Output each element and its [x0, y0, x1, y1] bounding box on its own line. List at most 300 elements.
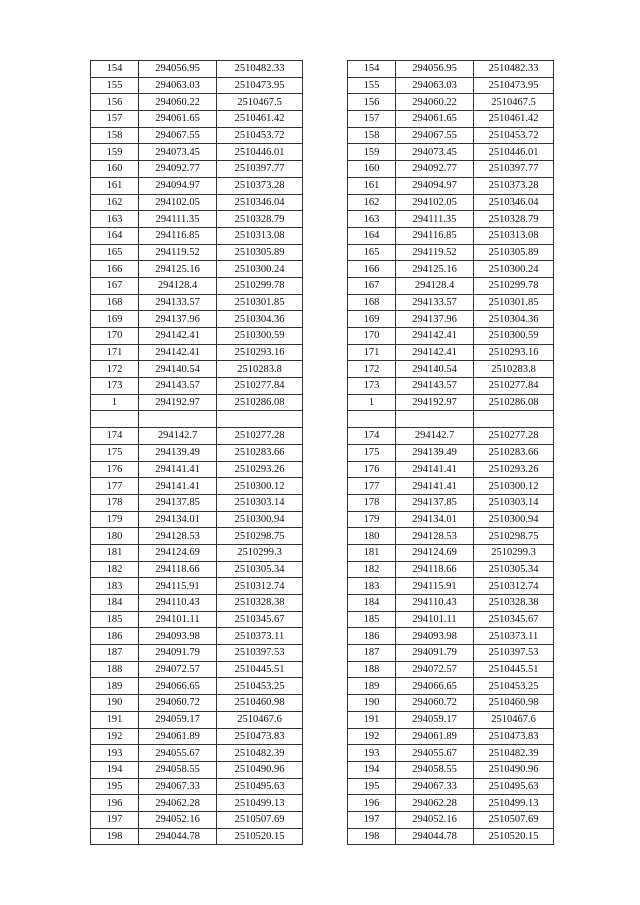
y-coordinate-cell: 2510293.16	[474, 344, 554, 361]
y-coordinate-cell	[217, 411, 303, 428]
y-coordinate-cell: 2510300.94	[474, 511, 554, 528]
x-coordinate-cell: 294102.05	[139, 194, 217, 211]
point-id-cell: 175	[91, 444, 139, 461]
table-row	[91, 695, 303, 712]
x-coordinate-cell: 294128.4	[139, 277, 217, 294]
point-id-cell	[348, 411, 396, 428]
table-row	[91, 77, 303, 94]
table-row	[348, 561, 554, 578]
x-coordinate-cell: 294119.52	[139, 244, 217, 261]
y-coordinate-cell: 2510313.08	[474, 227, 554, 244]
y-coordinate-cell: 2510446.01	[217, 144, 303, 161]
point-id-cell: 171	[91, 344, 139, 361]
x-coordinate-cell: 294134.01	[396, 511, 474, 528]
y-coordinate-cell: 2510328.38	[474, 595, 554, 612]
point-id-cell: 188	[91, 661, 139, 678]
x-coordinate-cell: 294137.96	[139, 311, 217, 328]
y-coordinate-cell: 2510300.12	[474, 478, 554, 495]
point-id-cell: 161	[91, 177, 139, 194]
table-row	[348, 611, 554, 628]
y-coordinate-cell: 2510495.63	[474, 778, 554, 795]
y-coordinate-cell: 2510453.72	[217, 127, 303, 144]
x-coordinate-cell: 294115.91	[396, 578, 474, 595]
x-coordinate-cell: 294133.57	[396, 294, 474, 311]
y-coordinate-cell: 2510298.75	[474, 528, 554, 545]
x-coordinate-cell: 294044.78	[396, 828, 474, 845]
x-coordinate-cell: 294142.41	[139, 344, 217, 361]
y-coordinate-cell: 2510303.14	[217, 494, 303, 511]
y-coordinate-cell: 2510299.3	[474, 544, 554, 561]
table-row	[91, 628, 303, 645]
point-id-cell: 198	[348, 828, 396, 845]
table-row	[348, 244, 554, 261]
x-coordinate-cell: 294062.28	[396, 795, 474, 812]
y-coordinate-cell: 2510445.51	[474, 661, 554, 678]
x-coordinate-cell: 294060.22	[396, 94, 474, 111]
point-id-cell: 184	[348, 595, 396, 612]
table-row	[348, 61, 554, 78]
table-row	[348, 127, 554, 144]
table-row	[348, 77, 554, 94]
table-row	[91, 745, 303, 762]
table-row	[91, 428, 303, 445]
y-coordinate-cell: 2510300.94	[217, 511, 303, 528]
point-id-cell: 174	[91, 428, 139, 445]
table-row	[91, 595, 303, 612]
y-coordinate-cell: 2510373.11	[217, 628, 303, 645]
y-coordinate-cell: 2510499.13	[217, 795, 303, 812]
x-coordinate-cell: 294101.11	[396, 611, 474, 628]
table-row	[91, 478, 303, 495]
table-row	[91, 294, 303, 311]
y-coordinate-cell: 2510490.96	[474, 761, 554, 778]
point-id-cell: 179	[348, 511, 396, 528]
y-coordinate-cell: 2510328.79	[474, 211, 554, 228]
y-coordinate-cell: 2510312.74	[474, 578, 554, 595]
point-id-cell: 169	[91, 311, 139, 328]
point-id-cell: 170	[91, 328, 139, 345]
y-coordinate-cell: 2510346.04	[474, 194, 554, 211]
point-id-cell: 166	[348, 261, 396, 278]
table-row	[348, 678, 554, 695]
x-coordinate-cell: 294092.77	[396, 161, 474, 178]
x-coordinate-cell: 294139.49	[396, 444, 474, 461]
table-row	[348, 328, 554, 345]
table-row	[348, 94, 554, 111]
point-id-cell: 173	[91, 378, 139, 395]
x-coordinate-cell: 294119.52	[396, 244, 474, 261]
y-coordinate-cell: 2510461.42	[217, 111, 303, 128]
point-id-cell: 160	[348, 161, 396, 178]
x-coordinate-cell: 294125.16	[139, 261, 217, 278]
point-id-cell: 197	[348, 811, 396, 828]
table-row	[348, 161, 554, 178]
table-row	[91, 227, 303, 244]
y-coordinate-cell: 2510445.51	[217, 661, 303, 678]
x-coordinate-cell: 294058.55	[139, 761, 217, 778]
table-row	[91, 578, 303, 595]
point-id-cell: 192	[348, 728, 396, 745]
x-coordinate-cell: 294067.33	[396, 778, 474, 795]
y-coordinate-cell: 2510300.12	[217, 478, 303, 495]
x-coordinate-cell: 294091.79	[396, 645, 474, 662]
x-coordinate-cell: 294067.33	[139, 778, 217, 795]
point-id-cell: 163	[91, 211, 139, 228]
y-coordinate-cell: 2510301.85	[217, 294, 303, 311]
x-coordinate-cell: 294063.03	[396, 77, 474, 94]
x-coordinate-cell: 294060.22	[139, 94, 217, 111]
x-coordinate-cell: 294141.41	[396, 478, 474, 495]
point-id-cell: 187	[91, 645, 139, 662]
point-id-cell: 194	[348, 761, 396, 778]
point-id-cell: 185	[348, 611, 396, 628]
x-coordinate-cell: 294094.97	[396, 177, 474, 194]
point-id-cell: 177	[348, 478, 396, 495]
x-coordinate-cell: 294072.57	[396, 661, 474, 678]
table-row	[91, 494, 303, 511]
y-coordinate-cell: 2510473.83	[217, 728, 303, 745]
x-coordinate-cell: 294059.17	[139, 711, 217, 728]
table-row	[348, 344, 554, 361]
table-row	[348, 211, 554, 228]
x-coordinate-cell: 294072.57	[139, 661, 217, 678]
x-coordinate-cell: 294091.79	[139, 645, 217, 662]
x-coordinate-cell: 294116.85	[396, 227, 474, 244]
x-coordinate-cell: 294141.41	[139, 461, 217, 478]
y-coordinate-cell: 2510283.66	[217, 444, 303, 461]
x-coordinate-cell: 294055.67	[139, 745, 217, 762]
point-id-cell: 172	[348, 361, 396, 378]
table-row	[91, 144, 303, 161]
coordinate-table-right-body	[348, 61, 554, 845]
point-id-cell: 193	[348, 745, 396, 762]
y-coordinate-cell: 2510473.95	[474, 77, 554, 94]
table-row	[91, 378, 303, 395]
y-coordinate-cell: 2510305.89	[217, 244, 303, 261]
table-row	[91, 444, 303, 461]
y-coordinate-cell: 2510312.74	[217, 578, 303, 595]
x-coordinate-cell: 294058.55	[396, 761, 474, 778]
x-coordinate-cell: 294073.45	[396, 144, 474, 161]
point-id-cell: 196	[91, 795, 139, 812]
point-id-cell: 179	[91, 511, 139, 528]
y-coordinate-cell: 2510397.77	[474, 161, 554, 178]
table-row	[348, 378, 554, 395]
y-coordinate-cell: 2510397.77	[217, 161, 303, 178]
point-id-cell: 191	[91, 711, 139, 728]
table-row	[91, 211, 303, 228]
x-coordinate-cell: 294101.11	[139, 611, 217, 628]
table-row	[91, 828, 303, 845]
x-coordinate-cell: 294118.66	[396, 561, 474, 578]
coordinate-table-left-body	[91, 61, 303, 845]
x-coordinate-cell: 294124.69	[396, 544, 474, 561]
x-coordinate-cell: 294110.43	[139, 595, 217, 612]
x-coordinate-cell	[396, 411, 474, 428]
y-coordinate-cell: 2510467.6	[474, 711, 554, 728]
y-coordinate-cell: 2510453.72	[474, 127, 554, 144]
point-id-cell: 173	[348, 378, 396, 395]
table-row	[348, 828, 554, 845]
y-coordinate-cell: 2510482.33	[474, 61, 554, 78]
table-row	[91, 761, 303, 778]
x-coordinate-cell: 294137.96	[396, 311, 474, 328]
x-coordinate-cell: 294056.95	[139, 61, 217, 78]
table-row	[348, 194, 554, 211]
point-id-cell: 165	[348, 244, 396, 261]
x-coordinate-cell: 294111.35	[396, 211, 474, 228]
point-id-cell: 161	[348, 177, 396, 194]
point-id-cell: 197	[91, 811, 139, 828]
x-coordinate-cell: 294115.91	[139, 578, 217, 595]
x-coordinate-cell: 294143.57	[396, 378, 474, 395]
point-id-cell: 162	[91, 194, 139, 211]
table-row	[348, 695, 554, 712]
x-coordinate-cell: 294067.55	[139, 127, 217, 144]
coordinate-table-right	[347, 60, 554, 845]
point-id-cell: 184	[91, 595, 139, 612]
x-coordinate-cell: 294063.03	[139, 77, 217, 94]
table-row	[91, 678, 303, 695]
table-row	[91, 394, 303, 411]
point-id-cell: 171	[348, 344, 396, 361]
table-row	[91, 711, 303, 728]
point-id-cell: 157	[348, 111, 396, 128]
table-row	[348, 144, 554, 161]
y-coordinate-cell: 2510373.28	[474, 177, 554, 194]
y-coordinate-cell: 2510293.26	[217, 461, 303, 478]
point-id-cell: 194	[91, 761, 139, 778]
point-id-cell: 166	[91, 261, 139, 278]
point-id-cell: 195	[348, 778, 396, 795]
x-coordinate-cell: 294059.17	[396, 711, 474, 728]
table-row	[91, 795, 303, 812]
point-id-cell: 180	[348, 528, 396, 545]
point-id-cell: 164	[348, 227, 396, 244]
x-coordinate-cell: 294142.7	[139, 428, 217, 445]
point-id-cell: 168	[91, 294, 139, 311]
point-id-cell: 180	[91, 528, 139, 545]
table-row	[91, 778, 303, 795]
x-coordinate-cell: 294142.41	[139, 328, 217, 345]
table-row	[91, 311, 303, 328]
y-coordinate-cell: 2510298.75	[217, 528, 303, 545]
x-coordinate-cell: 294133.57	[139, 294, 217, 311]
point-id-cell: 167	[348, 277, 396, 294]
x-coordinate-cell: 294093.98	[396, 628, 474, 645]
point-id-cell: 182	[91, 561, 139, 578]
y-coordinate-cell: 2510300.24	[217, 261, 303, 278]
x-coordinate-cell: 294116.85	[139, 227, 217, 244]
table-row	[91, 61, 303, 78]
y-coordinate-cell: 2510499.13	[474, 795, 554, 812]
x-coordinate-cell: 294142.7	[396, 428, 474, 445]
x-coordinate-cell: 294102.05	[396, 194, 474, 211]
y-coordinate-cell: 2510460.98	[217, 695, 303, 712]
y-coordinate-cell: 2510460.98	[474, 695, 554, 712]
table-row	[348, 227, 554, 244]
x-coordinate-cell: 294141.41	[396, 461, 474, 478]
table-row	[91, 344, 303, 361]
point-id-cell: 186	[91, 628, 139, 645]
table-row	[91, 111, 303, 128]
table-row	[348, 711, 554, 728]
x-coordinate-cell: 294094.97	[139, 177, 217, 194]
point-id-cell: 158	[91, 127, 139, 144]
x-coordinate-cell: 294061.89	[396, 728, 474, 745]
table-row	[348, 428, 554, 445]
x-coordinate-cell: 294140.54	[396, 361, 474, 378]
y-coordinate-cell: 2510461.42	[474, 111, 554, 128]
table-row	[91, 544, 303, 561]
table-row	[348, 761, 554, 778]
table-row	[348, 294, 554, 311]
x-coordinate-cell: 294060.72	[139, 695, 217, 712]
y-coordinate-cell: 2510286.08	[474, 394, 554, 411]
point-id-cell: 165	[91, 244, 139, 261]
table-row	[348, 411, 554, 428]
point-id-cell: 155	[348, 77, 396, 94]
point-id-cell: 163	[348, 211, 396, 228]
point-id-cell: 189	[348, 678, 396, 695]
point-id-cell: 190	[348, 695, 396, 712]
y-coordinate-cell: 2510305.34	[474, 561, 554, 578]
point-id-cell: 164	[91, 227, 139, 244]
x-coordinate-cell: 294125.16	[396, 261, 474, 278]
y-coordinate-cell: 2510482.39	[474, 745, 554, 762]
y-coordinate-cell: 2510328.79	[217, 211, 303, 228]
table-row	[91, 411, 303, 428]
table-row	[348, 261, 554, 278]
point-id-cell: 192	[91, 728, 139, 745]
y-coordinate-cell: 2510446.01	[474, 144, 554, 161]
y-coordinate-cell: 2510467.5	[474, 94, 554, 111]
y-coordinate-cell: 2510453.25	[474, 678, 554, 695]
table-row	[348, 811, 554, 828]
y-coordinate-cell: 2510473.95	[217, 77, 303, 94]
y-coordinate-cell	[474, 411, 554, 428]
point-id-cell: 193	[91, 745, 139, 762]
table-row	[348, 661, 554, 678]
table-row	[348, 311, 554, 328]
x-coordinate-cell: 294073.45	[139, 144, 217, 161]
point-id-cell: 186	[348, 628, 396, 645]
y-coordinate-cell: 2510293.16	[217, 344, 303, 361]
point-id-cell: 157	[91, 111, 139, 128]
table-row	[91, 461, 303, 478]
point-id-cell: 156	[91, 94, 139, 111]
table-row	[91, 328, 303, 345]
point-id-cell: 154	[91, 61, 139, 78]
y-coordinate-cell: 2510482.39	[217, 745, 303, 762]
table-row	[91, 645, 303, 662]
x-coordinate-cell: 294143.57	[139, 378, 217, 395]
x-coordinate-cell: 294093.98	[139, 628, 217, 645]
table-row	[348, 511, 554, 528]
x-coordinate-cell: 294111.35	[139, 211, 217, 228]
point-id-cell: 175	[348, 444, 396, 461]
table-row	[91, 261, 303, 278]
point-id-cell: 158	[348, 127, 396, 144]
table-row	[348, 728, 554, 745]
table-row	[91, 244, 303, 261]
x-coordinate-cell: 294128.53	[139, 528, 217, 545]
table-row	[91, 94, 303, 111]
x-coordinate-cell: 294052.16	[396, 811, 474, 828]
y-coordinate-cell: 2510283.8	[474, 361, 554, 378]
point-id-cell: 169	[348, 311, 396, 328]
table-row	[348, 745, 554, 762]
y-coordinate-cell: 2510490.96	[217, 761, 303, 778]
x-coordinate-cell: 294142.41	[396, 344, 474, 361]
y-coordinate-cell: 2510346.04	[217, 194, 303, 211]
point-id-cell: 196	[348, 795, 396, 812]
table-row	[348, 478, 554, 495]
x-coordinate-cell: 294118.66	[139, 561, 217, 578]
point-id-cell: 167	[91, 277, 139, 294]
y-coordinate-cell: 2510300.59	[474, 328, 554, 345]
y-coordinate-cell: 2510345.67	[474, 611, 554, 628]
x-coordinate-cell: 294142.41	[396, 328, 474, 345]
x-coordinate-cell: 294061.65	[396, 111, 474, 128]
y-coordinate-cell: 2510373.11	[474, 628, 554, 645]
table-row	[91, 361, 303, 378]
point-id-cell: 183	[348, 578, 396, 595]
x-coordinate-cell: 294052.16	[139, 811, 217, 828]
table-row	[91, 811, 303, 828]
x-coordinate-cell: 294139.49	[139, 444, 217, 461]
y-coordinate-cell: 2510286.08	[217, 394, 303, 411]
table-row	[91, 561, 303, 578]
x-coordinate-cell: 294056.95	[396, 61, 474, 78]
table-row	[348, 595, 554, 612]
table-row	[348, 494, 554, 511]
y-coordinate-cell: 2510397.53	[217, 645, 303, 662]
table-row	[91, 177, 303, 194]
y-coordinate-cell: 2510397.53	[474, 645, 554, 662]
y-coordinate-cell: 2510299.78	[217, 277, 303, 294]
x-coordinate-cell: 294044.78	[139, 828, 217, 845]
point-id-cell: 155	[91, 77, 139, 94]
table-row	[91, 194, 303, 211]
table-row	[348, 461, 554, 478]
x-coordinate-cell: 294134.01	[139, 511, 217, 528]
y-coordinate-cell: 2510305.34	[217, 561, 303, 578]
table-row	[348, 277, 554, 294]
point-id-cell: 174	[348, 428, 396, 445]
point-id-cell: 176	[91, 461, 139, 478]
x-coordinate-cell: 294067.55	[396, 127, 474, 144]
y-coordinate-cell: 2510300.24	[474, 261, 554, 278]
y-coordinate-cell: 2510507.69	[474, 811, 554, 828]
y-coordinate-cell: 2510277.28	[474, 428, 554, 445]
table-row	[91, 277, 303, 294]
point-id-cell: 160	[91, 161, 139, 178]
y-coordinate-cell: 2510453.25	[217, 678, 303, 695]
point-id-cell: 191	[348, 711, 396, 728]
table-row	[91, 511, 303, 528]
y-coordinate-cell: 2510301.85	[474, 294, 554, 311]
point-id-cell: 162	[348, 194, 396, 211]
x-coordinate-cell: 294066.65	[139, 678, 217, 695]
y-coordinate-cell: 2510277.84	[474, 378, 554, 395]
table-row	[91, 728, 303, 745]
point-id-cell: 195	[91, 778, 139, 795]
table-row	[91, 161, 303, 178]
point-id-cell: 154	[348, 61, 396, 78]
point-id-cell: 182	[348, 561, 396, 578]
x-coordinate-cell: 294137.85	[139, 494, 217, 511]
